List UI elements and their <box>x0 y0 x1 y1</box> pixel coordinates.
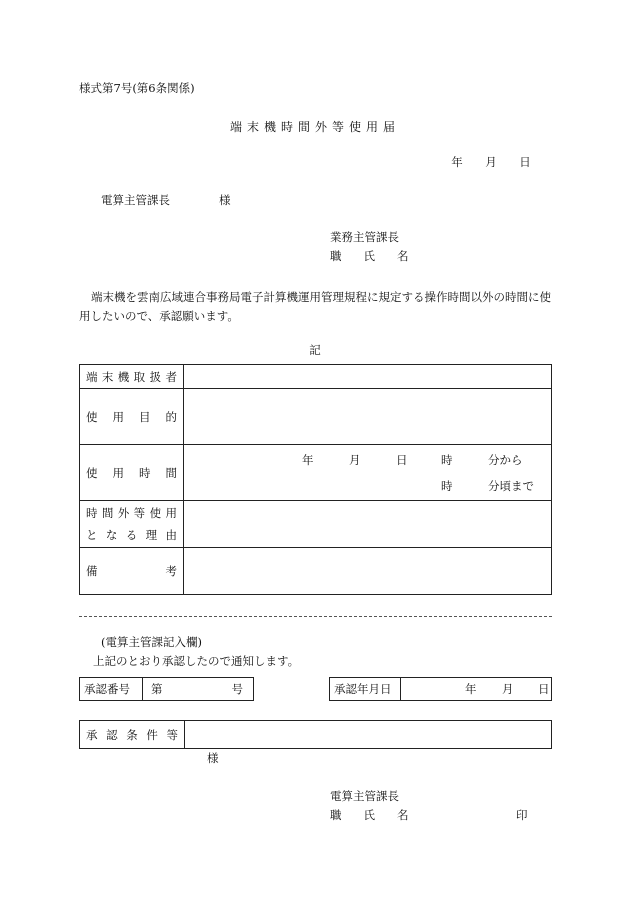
remarks-label: 備 考 <box>80 548 184 595</box>
approval-date-box <box>329 677 552 701</box>
approval-date-field[interactable]: 年 月 日 <box>400 678 551 700</box>
purpose-row <box>80 389 552 445</box>
date-year: 年 <box>451 155 463 169</box>
approval-section-title: (電算主管課記入欄) <box>101 635 202 649</box>
form-title: 端末機時間外等使用届 <box>229 120 400 134</box>
approval-conditions-box <box>79 720 552 749</box>
reason-field[interactable] <box>184 501 552 548</box>
approval-conditions-label: 承 認 条 件 等 <box>86 727 178 742</box>
seal-mark: 印 <box>516 808 528 822</box>
approval-date-label: 承認年月日 <box>334 682 392 696</box>
approval-notice: 上記のとおり承認したので通知します。 <box>93 654 300 668</box>
addressee-dept: 電算主管課長 <box>101 193 170 207</box>
remarks-row <box>80 548 552 595</box>
usage-time-label: 使 用 時 間 <box>80 445 184 501</box>
reason-row <box>80 501 552 548</box>
reason-label: 時 間 外 等 使 用 と な る 理 由 <box>80 501 184 548</box>
recipient-honorific: 様 <box>207 751 219 765</box>
operator-field[interactable] <box>184 365 552 389</box>
cut-line-divider <box>79 616 552 617</box>
submission-date <box>440 157 542 169</box>
usage-time-row <box>80 445 552 501</box>
time-from-month: 月 <box>349 453 361 467</box>
sender-name-label: 職 氏 名 <box>330 249 409 263</box>
operator-label: 端 末 機 取 扱 者 <box>80 365 184 389</box>
operator-row <box>80 365 552 389</box>
addressee-honorific: 様 <box>219 193 231 207</box>
date-month: 月 <box>485 155 497 169</box>
time-until-minute: 分頃まで <box>488 479 534 493</box>
ki-heading: 記 <box>309 343 321 357</box>
time-from-day: 日 <box>396 453 408 467</box>
sender-dept: 業務主管課長 <box>330 230 399 244</box>
purpose-field[interactable] <box>184 389 552 445</box>
approver-dept: 電算主管課長 <box>330 789 399 803</box>
purpose-label: 使 用 目 的 <box>80 389 184 445</box>
form-id: 様式第7号(第6条関係) <box>79 81 195 95</box>
approval-number-field[interactable]: 第 号 <box>142 678 253 700</box>
approval-number-label: 承認番号 <box>84 682 130 696</box>
remarks-field[interactable] <box>184 548 552 595</box>
usage-time-field[interactable] <box>184 445 552 501</box>
approver-name-label: 職 氏 名 <box>330 808 409 822</box>
request-body-text: 端末機を雲南広域連合事務局電子計算機運用管理規程に規定する操作時間以外の時間に使用したいので、承認願います。 <box>79 290 551 323</box>
time-from-year: 年 <box>302 453 314 467</box>
approval-conditions-field[interactable] <box>184 721 551 748</box>
time-until-hour: 時 <box>441 479 453 493</box>
date-day: 日 <box>519 155 531 169</box>
time-from-hour: 時 <box>441 453 453 467</box>
approval-number-box <box>79 677 254 701</box>
time-from-minute: 分から <box>488 453 523 467</box>
request-table <box>79 364 552 595</box>
